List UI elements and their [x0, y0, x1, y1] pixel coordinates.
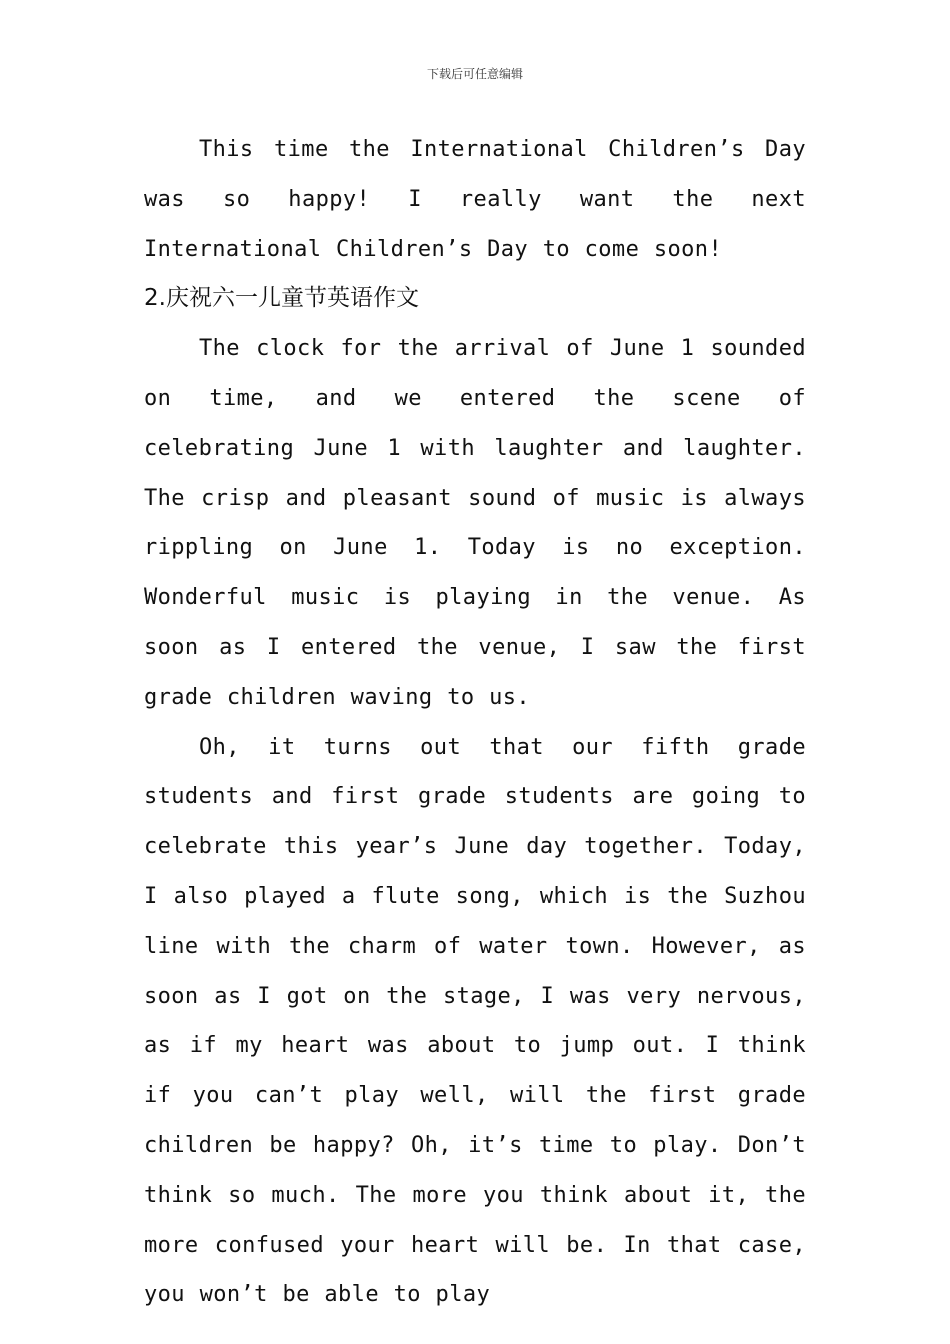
- document-body: [144, 125, 806, 1320]
- section-heading: 2.庆祝六一儿童节英语作文: [144, 285, 419, 312]
- paragraph-1: This time the International Children’s Day was so happy! I really want the next International Children’s Day to come soon!: [144, 137, 806, 262]
- paragraph-3: Oh, it turns out that our fifth grade students and first grade students are going to celebrate this year’s June day together. Today, I also played a flute song, which is the Suzhou line with the charm of water town. However, as soon as I got on the stage, I was very nervous, as if my heart was about to jump out. I think if you can’t play well, will the first grade children be happy? Oh, it’s time to play. Don’t think so much. The more you think about it, the more confused your heart will be. In that case, you won’t be able to play: [144, 734, 806, 1308]
- page-header-note: 下载后可任意编辑: [426, 67, 523, 81]
- paragraph-2: The clock for the arrival of June 1 sounded on time, and we entered the scene of celebrating June 1 with laughter and laughter. The crisp and pleasant sound of music is always rippling on June 1. Today is no exception. Wonderful music is playing in the venue. As soon as I entered the venue, I saw the first grade children waving to us.: [144, 336, 806, 710]
